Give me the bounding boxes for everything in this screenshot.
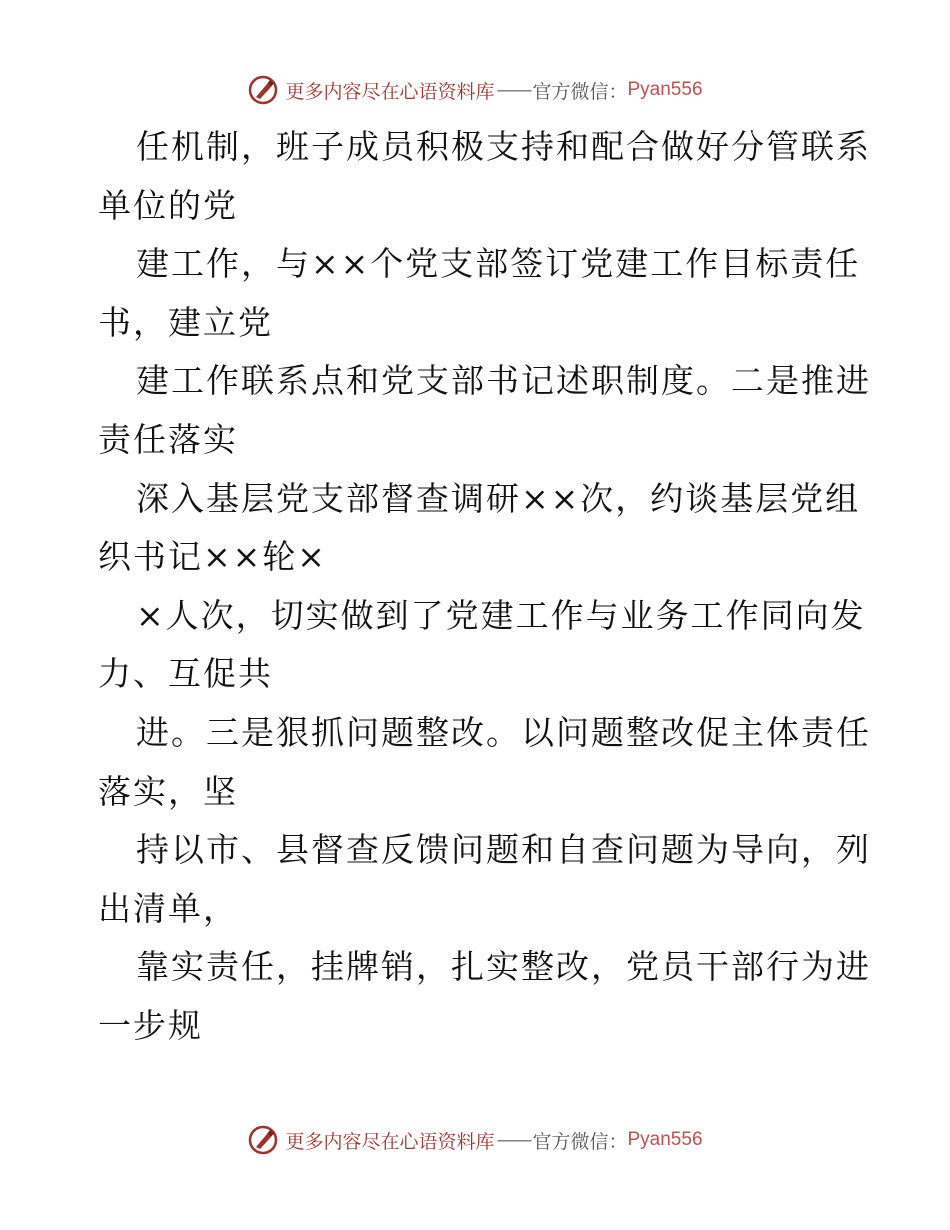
paragraph-line: 靠实责任，挂牌销，扎实整改，党员干部行为进 [136, 947, 871, 987]
paragraph-line: 力、互促共 [98, 654, 273, 694]
paragraph-line: 深入基层党支部督查调研××次，约谈基层党组 [136, 478, 861, 518]
paragraph-line: 进。三是狠抓问题整改。以问题整改促主体责任 [136, 712, 871, 752]
footer-watermark [0, 1120, 950, 1160]
paragraph-line: 责任落实 [98, 419, 238, 459]
paragraph-line: 书，建立党 [98, 302, 273, 342]
pen-logo-icon [247, 1124, 279, 1156]
paragraph-line: 任机制，班子成员积极支持和配合做好分管联系 [136, 127, 871, 166]
paragraph-line: 出清单， [98, 888, 238, 928]
watermark-wechat-label: 官方微信： [532, 80, 628, 103]
paragraph-line: 落实，坚 [98, 771, 238, 811]
paragraph-line: 织书记××轮× [98, 537, 327, 577]
paragraph-line: 持以市、县督查反馈问题和自查问题为导向，列 [136, 830, 871, 870]
document-body [98, 118, 871, 1056]
paragraph-line: 一步规 [98, 1005, 203, 1045]
watermark-site-text: 更多内容尽在心语资料库 [285, 80, 495, 103]
watermark-separator: —— [496, 1129, 531, 1151]
watermark-separator: —— [496, 79, 531, 101]
watermark-site-text: 更多内容尽在心语资料库 [285, 1130, 495, 1153]
watermark-wechat-id: Pyan556 [627, 79, 703, 100]
watermark-wechat-id: Pyan556 [627, 1129, 703, 1150]
paragraph-line: 单位的党 [98, 185, 238, 225]
pen-logo-icon [247, 74, 279, 106]
watermark-wechat-label: 官方微信： [532, 1130, 628, 1153]
paragraph-line: 建工作联系点和党支部书记述职制度。二是推进 [136, 361, 871, 401]
paragraph-line: 建工作，与××个党支部签订党建工作目标责任 [136, 244, 861, 284]
header-watermark [0, 70, 950, 110]
paragraph-line: ×人次，切实做到了党建工作与业务工作同向发 [136, 595, 866, 635]
